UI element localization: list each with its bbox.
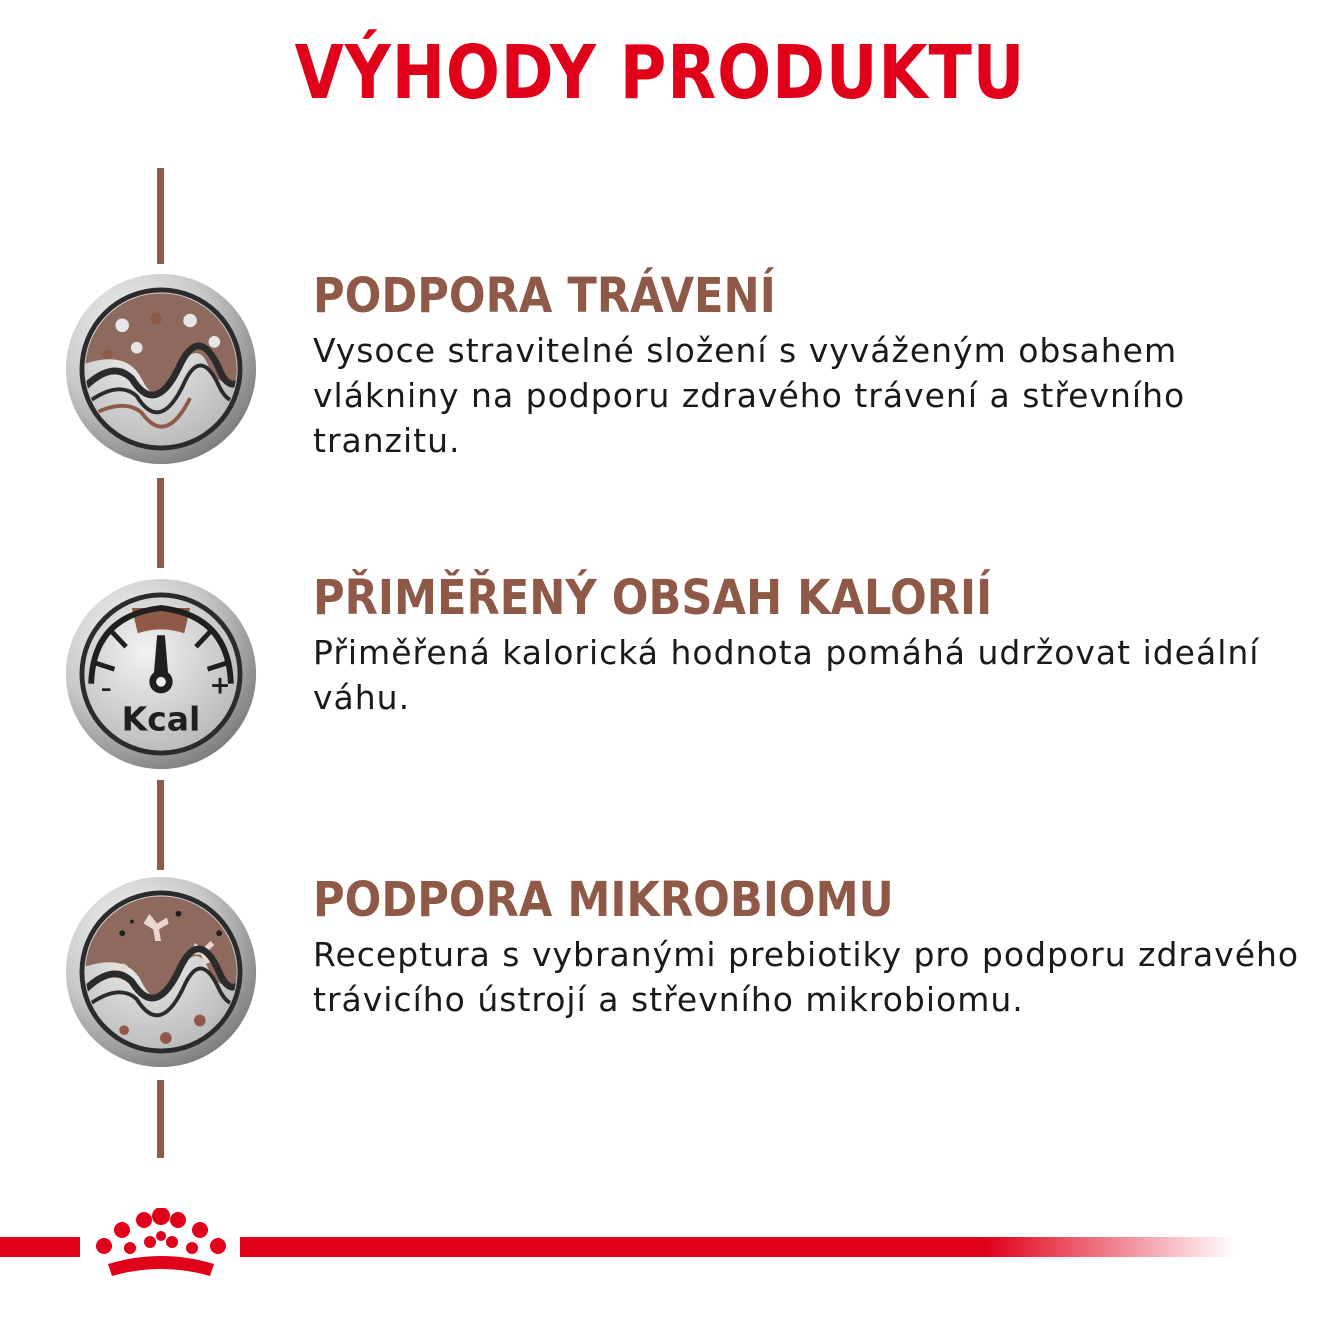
kcal-label: Kcal (121, 699, 201, 739)
microbiome-icon (64, 875, 258, 1069)
benefit-heading: PODPORA MIKROBIOMU (313, 872, 894, 928)
benefit-heading: PODPORA TRÁVENÍ (313, 268, 776, 324)
kcal-gauge-icon (64, 577, 258, 771)
benefit-description: Přiměřená kalorická hodnota pomáhá udržovat ideální váhu. (313, 633, 1260, 717)
page-title: VÝHODY PRODUKTU (294, 30, 1026, 116)
digestion-icon (64, 272, 258, 466)
benefit-description: Vysoce stravitelné složení s vyváženým obsahem vlákniny na podporu zdravého trávení a střevního tranzitu. (313, 331, 1186, 460)
svg-text:+: + (209, 670, 231, 700)
benefit-heading: PŘIMĚŘENÝ OBSAH KALORIÍ (313, 570, 993, 626)
timeline-segment (157, 168, 164, 264)
timeline-segment (157, 478, 164, 568)
footer-line (0, 1237, 80, 1257)
svg-text:–: – (100, 676, 112, 702)
royal-canin-crown-logo (92, 1208, 230, 1288)
benefit-description: Receptura s vybranými prebiotiky pro podporu zdravého trávicího ústrojí a střevního mikrobiomu. (313, 935, 1300, 1019)
timeline-segment (157, 780, 164, 870)
timeline-segment (157, 1080, 164, 1158)
footer-line (240, 1237, 1235, 1257)
